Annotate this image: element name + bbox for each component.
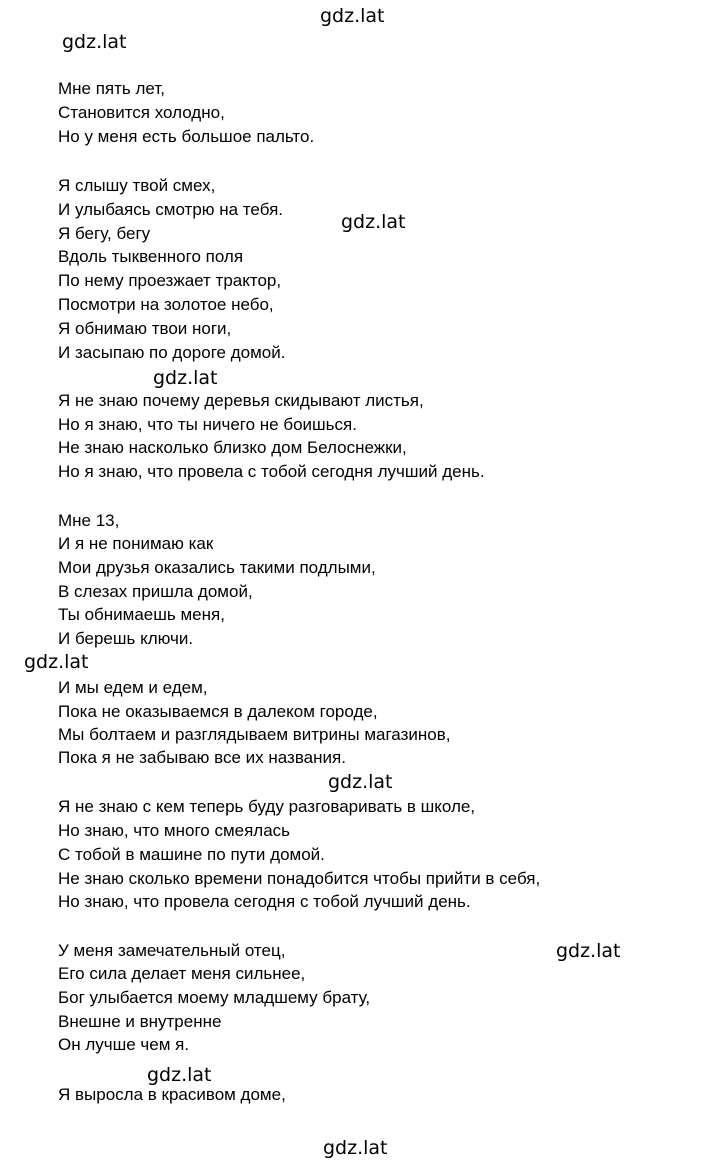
watermark: gdz.lat xyxy=(62,31,127,53)
watermark: gdz.lat xyxy=(556,940,621,962)
watermark: gdz.lat xyxy=(153,367,218,389)
watermark: gdz.lat xyxy=(328,771,393,793)
poem-line: Но знаю, что провела сегодня с тобой лучший день. xyxy=(58,892,471,911)
poem-line: И мы едем и едем, xyxy=(58,678,208,697)
poem-line: И я не понимаю как xyxy=(58,534,214,553)
watermark: gdz.lat xyxy=(341,211,406,233)
poem-line: Вдоль тыквенного поля xyxy=(58,247,244,266)
poem-line: Пока я не забываю все их названия. xyxy=(58,748,346,767)
watermark: gdz.lat xyxy=(323,1137,388,1159)
poem-line: Я не знаю почему деревья скидывают листья, xyxy=(58,391,424,410)
poem-line: Мне пять лет, xyxy=(58,79,165,98)
poem-line: Становится холодно, xyxy=(58,103,225,122)
poem-line: Не знаю насколько близко дом Белоснежки, xyxy=(58,438,407,457)
poem-line: Я обнимаю твои ноги, xyxy=(58,319,232,338)
poem-line: У меня замечательный отец, xyxy=(58,941,286,960)
poem-line: Но я знаю, что ты ничего не боишься. xyxy=(58,415,357,434)
watermark: gdz.lat xyxy=(320,5,385,27)
poem-line: Мы болтаем и разглядываем витрины магазинов, xyxy=(58,725,451,744)
poem-line: И засыпаю по дороге домой. xyxy=(58,343,286,362)
poem-line: Ты обнимаешь меня, xyxy=(58,605,225,624)
poem-line: И берешь ключи. xyxy=(58,629,194,648)
poem-line: Я слышу твой смех, xyxy=(58,176,216,195)
poem-line: Но я знаю, что провела с тобой сегодня лучший день. xyxy=(58,462,485,481)
poem-line: Посмотри на золотое небо, xyxy=(58,295,274,314)
poem-line: Внешне и внутренне xyxy=(58,1012,222,1031)
poem-line: В слезах пришла домой, xyxy=(58,582,253,601)
watermark: gdz.lat xyxy=(24,651,89,673)
poem-line: С тобой в машине по пути домой. xyxy=(58,845,325,864)
poem-line: Мои друзья оказались такими подлыми, xyxy=(58,558,376,577)
poem-line: Мне 13, xyxy=(58,511,120,530)
poem-line: Я бегу, бегу xyxy=(58,224,151,243)
poem-line: Не знаю сколько времени понадобится чтобы прийти в себя, xyxy=(58,869,541,888)
poem-line: Он лучше чем я. xyxy=(58,1035,190,1054)
poem-line: Его сила делает меня сильнее, xyxy=(58,964,306,983)
poem-line: По нему проезжает трактор, xyxy=(58,271,282,290)
poem-line: Я выросла в красивом доме, xyxy=(58,1085,286,1104)
poem-line: Но знаю, что много смеялась xyxy=(58,821,291,840)
poem-line: Но у меня есть большое пальто. xyxy=(58,127,315,146)
poem-line: Пока не оказываемся в далеком городе, xyxy=(58,702,378,721)
poem-line: И улыбаясь смотрю на тебя. xyxy=(58,200,283,219)
poem-line: Бог улыбается моему младшему брату, xyxy=(58,988,371,1007)
watermark: gdz.lat xyxy=(147,1064,212,1086)
poem-line: Я не знаю с кем теперь буду разговаривать в школе, xyxy=(58,797,476,816)
